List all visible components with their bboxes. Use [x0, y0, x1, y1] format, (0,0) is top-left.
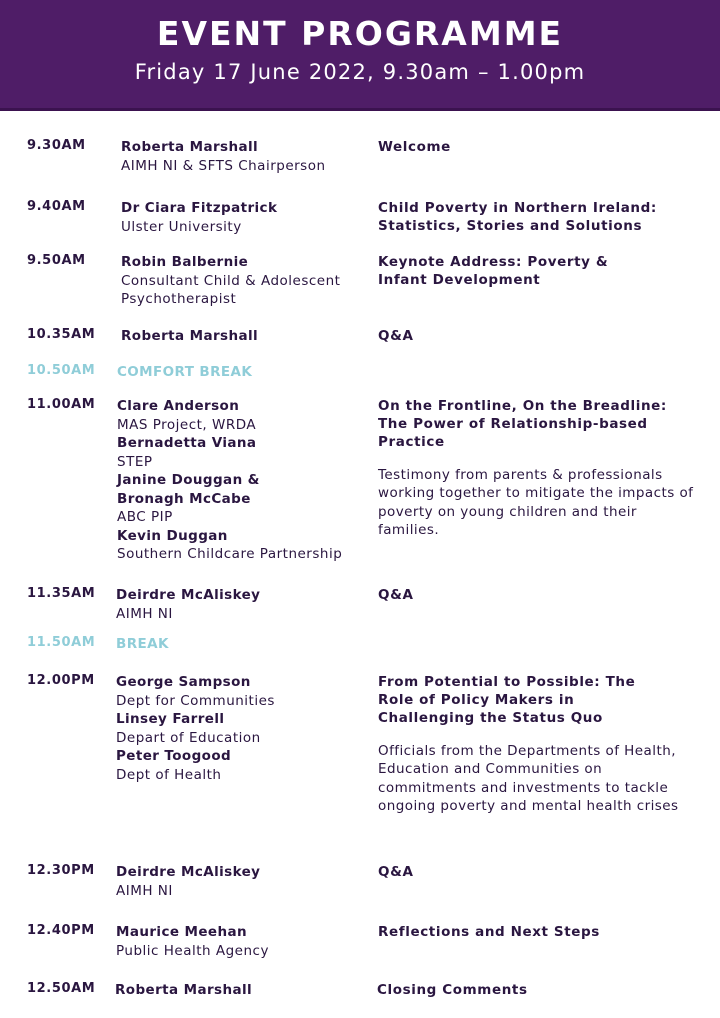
event-date-subtitle: Friday 17 June 2022, 9.30am – 1.00pm [134, 60, 586, 84]
session-time: 12.30PM [27, 863, 95, 878]
session-time: 9.50AM [27, 253, 86, 268]
speaker-list [116, 863, 366, 900]
speaker-name: Dr Ciara Fitzpatrick [121, 200, 278, 216]
speaker-role: ABC PIP [117, 509, 173, 525]
session-time: 12.40PM [27, 923, 95, 938]
session-time: 12.00PM [27, 673, 95, 688]
speaker-role: AIMH NI [116, 882, 173, 899]
session-topic [378, 673, 698, 815]
speaker-role: AIMH NI [116, 605, 173, 622]
page-title: EVENT PROGRAMME [156, 14, 564, 53]
topic-title: From Potential to Possible: The Role of Policy Makers in Challenging the Status Quo [378, 674, 636, 726]
speaker-name: Kevin Duggan [117, 527, 228, 544]
session-topic [378, 253, 698, 289]
session-time: 10.35AM [27, 327, 96, 342]
speaker-role: Depart of Education [116, 729, 261, 746]
speaker-list [116, 923, 366, 960]
topic-title: Q&A [378, 328, 414, 344]
speaker-name: Deirdre McAliskey [116, 864, 261, 880]
topic-title: On the Frontline, On the Breadline: The Power of Relationship-based Practice [378, 398, 667, 450]
speaker-list [121, 138, 371, 175]
speaker-role: STEP [117, 453, 153, 470]
speaker-name: Peter Toogood [116, 748, 232, 764]
speaker-role: AIMH NI & SFTS Chairperson [121, 157, 326, 174]
speaker-name: George Sampson [116, 674, 251, 690]
topic-title: Child Poverty in Northern Ireland: Statistics, Stories and Solutions [378, 200, 657, 234]
session-topic [378, 138, 698, 156]
topic-title: Q&A [378, 587, 414, 603]
speaker-name: Maurice Meehan [116, 924, 247, 940]
session-time: 9.30AM [27, 138, 86, 153]
speaker-name: Deirdre McAliskey [116, 587, 261, 603]
speaker-list [121, 327, 371, 346]
speaker-role: Consultant Child & Adolescent Psychotherapist [121, 272, 341, 307]
break-label: COMFORT BREAK [117, 364, 253, 380]
break-label: BREAK [116, 636, 169, 652]
speaker-name: Roberta Marshall [115, 982, 253, 998]
speaker-name: Roberta Marshall [121, 139, 259, 155]
session-time: 11.00AM [27, 397, 96, 412]
speaker-role: Public Health Agency [116, 942, 269, 959]
speaker-name: Janine Douggan & Bronagh McCabe [117, 472, 260, 507]
speaker-list [115, 981, 365, 1000]
session-topic [378, 327, 698, 345]
speaker-list [121, 253, 371, 309]
speaker-name: Clare Anderson [117, 398, 240, 414]
speaker-role: Southern Childcare Partnership [117, 546, 343, 562]
speaker-name: Robin Balbernie [121, 254, 249, 270]
speaker-list [117, 397, 367, 564]
programme-header [0, 0, 720, 111]
speaker-list [116, 635, 366, 654]
session-topic [378, 863, 698, 881]
session-topic [378, 199, 698, 235]
session-time: 11.50AM [27, 635, 96, 650]
speaker-role: MAS Project, WRDA [117, 416, 257, 433]
speaker-list [121, 199, 371, 236]
speaker-list [117, 363, 367, 382]
speaker-role: Dept for Communities [116, 692, 275, 709]
topic-description: Officials from the Departments of Health, Education and Communities on commitments and investments to tackle ongoing poverty and mental health crises [378, 743, 679, 814]
speaker-name: Bernadetta Viana [117, 435, 257, 451]
session-topic [378, 923, 698, 941]
topic-title: Q&A [378, 864, 414, 880]
speaker-role: Ulster University [121, 218, 242, 235]
speaker-list [116, 673, 366, 784]
session-topic [377, 981, 697, 999]
speaker-name: Linsey Farrell [116, 711, 225, 727]
session-time: 11.35AM [27, 586, 96, 601]
speaker-name: Roberta Marshall [121, 328, 259, 344]
speaker-role: Dept of Health [116, 766, 222, 783]
topic-title: Keynote Address: Poverty & Infant Development [378, 254, 609, 288]
session-time: 12.50AM [27, 981, 96, 996]
session-time: 9.40AM [27, 199, 86, 214]
topic-title: Closing Comments [377, 982, 528, 998]
speaker-list [116, 586, 366, 623]
topic-title: Welcome [378, 139, 451, 155]
topic-title: Reflections and Next Steps [378, 924, 600, 940]
session-topic [378, 397, 698, 539]
session-topic [378, 586, 698, 604]
session-time: 10.50AM [27, 363, 96, 378]
topic-description: Testimony from parents & professionals working together to mitigate the impacts of poverty on young children and their families. [378, 467, 694, 538]
